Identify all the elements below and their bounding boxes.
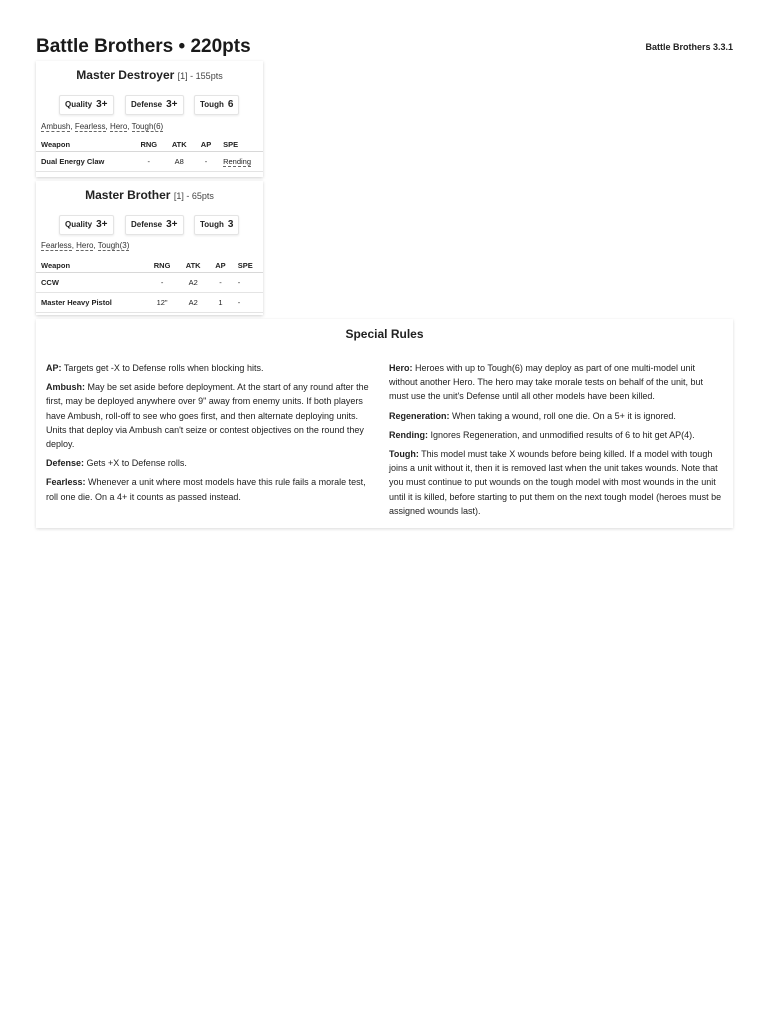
rule-text: Gets +X to Defense rolls. <box>86 458 187 469</box>
rule-entry-ap <box>46 361 379 375</box>
rule-text: Heroes with up to Tough(6) may deploy as part of one multi-model unit without another Hero. The hero may take morale tests on behalf of the unit, but must use the unit's Defense until all other models have been killed. <box>389 363 704 402</box>
col-spe: SPE <box>218 137 263 152</box>
rule-link-hero[interactable]: Hero <box>76 241 94 250</box>
rule-text: Whenever a unit where most models have this rule fails a morale test, roll one die. On a 4+ it counts as passed instead. <box>46 477 366 502</box>
weapon-spe: - <box>233 293 263 313</box>
weapon-ap: - <box>208 273 233 293</box>
rule-link-fearless[interactable]: Fearless <box>74 122 106 131</box>
rule-link-tough[interactable]: Tough(3) <box>97 241 130 250</box>
special-rules-card <box>36 319 733 528</box>
unit-card-master-destroyer <box>36 61 263 177</box>
version-label: Battle Brothers 3.3.1 <box>645 42 733 52</box>
stat-label: Quality <box>65 100 93 109</box>
weapon-ap: - <box>194 152 218 172</box>
special-rules-right-column <box>389 361 725 523</box>
rule-name: Rending: <box>389 429 428 440</box>
unit-meta: [1] - 155pts <box>177 71 223 81</box>
weapon-spe: - <box>233 273 263 293</box>
weapon-ap: 1 <box>208 293 233 313</box>
page-title: Battle Brothers • 220pts <box>36 36 251 57</box>
stat-value: 3+ <box>166 219 178 230</box>
rule-text: May be set aside before deployment. At the start of any round after the first, may be deployed anywhere over 9" away from enemy units. If both players have Ambush, roll-off to see who goes first, and then alternate deploying units. Units that deploy via Ambush can't seize or contest objectives on the round they deploy. <box>46 382 369 450</box>
rule-link-fearless[interactable]: Fearless <box>41 241 72 250</box>
stat-value: 3+ <box>166 99 178 110</box>
weapon-atk: A2 <box>178 273 208 293</box>
rule-text: This model must take X wounds before being killed. If a model with tough joins a unit without it, then it is removed last when the unit takes wounds. Note that you must continue to put wounds on the tough model with most wounds in the unit until it is killed, before starting to put them on the next tough model (heroes must be assigned wounds last). <box>389 449 722 516</box>
rule-text: Ignores Regeneration, and unmodified results of 6 to hit get AP(4). <box>430 429 695 440</box>
col-spe: SPE <box>233 258 263 273</box>
rule-name: Tough: <box>389 449 419 460</box>
weapon-name: CCW <box>36 273 146 293</box>
unit-title <box>36 188 263 202</box>
weapon-row <box>36 152 263 172</box>
stat-value: 3+ <box>96 99 108 110</box>
rule-text: When taking a wound, roll one die. On a 5+ it is ignored. <box>452 410 676 421</box>
stat-label: Tough <box>200 100 224 109</box>
weapon-atk: A8 <box>165 152 194 172</box>
unit-name: Master Destroyer <box>76 68 175 82</box>
weapon-atk: A2 <box>178 293 208 313</box>
weapon-table-header <box>36 258 263 273</box>
stat-label: Tough <box>200 220 224 229</box>
col-ap: AP <box>208 258 233 273</box>
weapon-row <box>36 273 263 293</box>
col-ap: AP <box>194 137 218 152</box>
unit-name: Master Brother <box>85 188 171 202</box>
weapon-spe <box>218 152 263 172</box>
rule-name: Fearless: <box>46 477 86 488</box>
col-weapon: Weapon <box>36 258 146 273</box>
weapon-table-header <box>36 137 263 152</box>
rule-entry-tough <box>389 447 725 518</box>
stat-value: 3+ <box>96 219 108 230</box>
rule-entry-ambush <box>46 380 379 451</box>
col-atk: ATK <box>165 137 194 152</box>
weapon-rng: 12" <box>146 293 178 313</box>
rule-entry-fearless <box>46 475 379 503</box>
stat-defense <box>125 215 184 235</box>
rule-link-ambush[interactable]: Ambush <box>41 122 71 131</box>
stat-quality <box>59 95 114 115</box>
rule-text: Targets get -X to Defense rolls when blocking hits. <box>63 363 264 373</box>
unit-rules: Fearless, Hero, Tough(3) <box>41 241 130 250</box>
stat-value: 6 <box>227 99 234 110</box>
rule-entry-defense <box>46 456 379 470</box>
stat-row <box>36 215 263 235</box>
stat-tough <box>194 95 239 115</box>
col-rng: RNG <box>133 137 165 152</box>
weapon-row <box>36 293 263 313</box>
stat-label: Quality <box>65 220 93 229</box>
col-rng: RNG <box>146 258 178 273</box>
col-atk: ATK <box>178 258 208 273</box>
rule-name: Defense: <box>46 458 85 469</box>
rule-link-hero[interactable]: Hero <box>109 122 128 131</box>
weapon-name: Master Heavy Pistol <box>36 293 146 313</box>
weapon-rng: - <box>133 152 165 172</box>
stat-quality <box>59 215 114 235</box>
unit-rules: Ambush, Fearless, Hero, Tough(6) <box>41 122 164 131</box>
rule-name: AP: <box>46 363 62 373</box>
weapon-name: Dual Energy Claw <box>36 152 133 172</box>
rule-link-tough[interactable]: Tough(6) <box>131 122 164 131</box>
unit-title <box>36 68 263 82</box>
special-rules-left-column <box>46 361 379 509</box>
weapon-rng: - <box>146 273 178 293</box>
stat-label: Defense <box>131 100 163 109</box>
unit-meta: [1] - 65pts <box>173 191 214 201</box>
rule-entry-hero <box>389 361 725 404</box>
special-rules-title: Special Rules <box>345 327 424 341</box>
rule-entry-rending <box>389 428 725 442</box>
stat-label: Defense <box>131 220 163 229</box>
rule-link-rending[interactable]: Rending <box>223 157 252 166</box>
stat-value: 3 <box>227 219 234 230</box>
rule-name: Hero: <box>389 363 413 373</box>
stat-defense <box>125 95 184 115</box>
rule-entry-regeneration <box>389 409 725 423</box>
col-weapon: Weapon <box>36 137 133 152</box>
stat-row <box>36 95 263 115</box>
unit-card-master-brother <box>36 181 263 315</box>
weapon-table <box>36 137 263 172</box>
weapon-table <box>36 258 263 313</box>
rule-name: Ambush: <box>46 382 85 393</box>
rule-name: Regeneration: <box>389 410 450 421</box>
stat-tough <box>194 215 239 235</box>
